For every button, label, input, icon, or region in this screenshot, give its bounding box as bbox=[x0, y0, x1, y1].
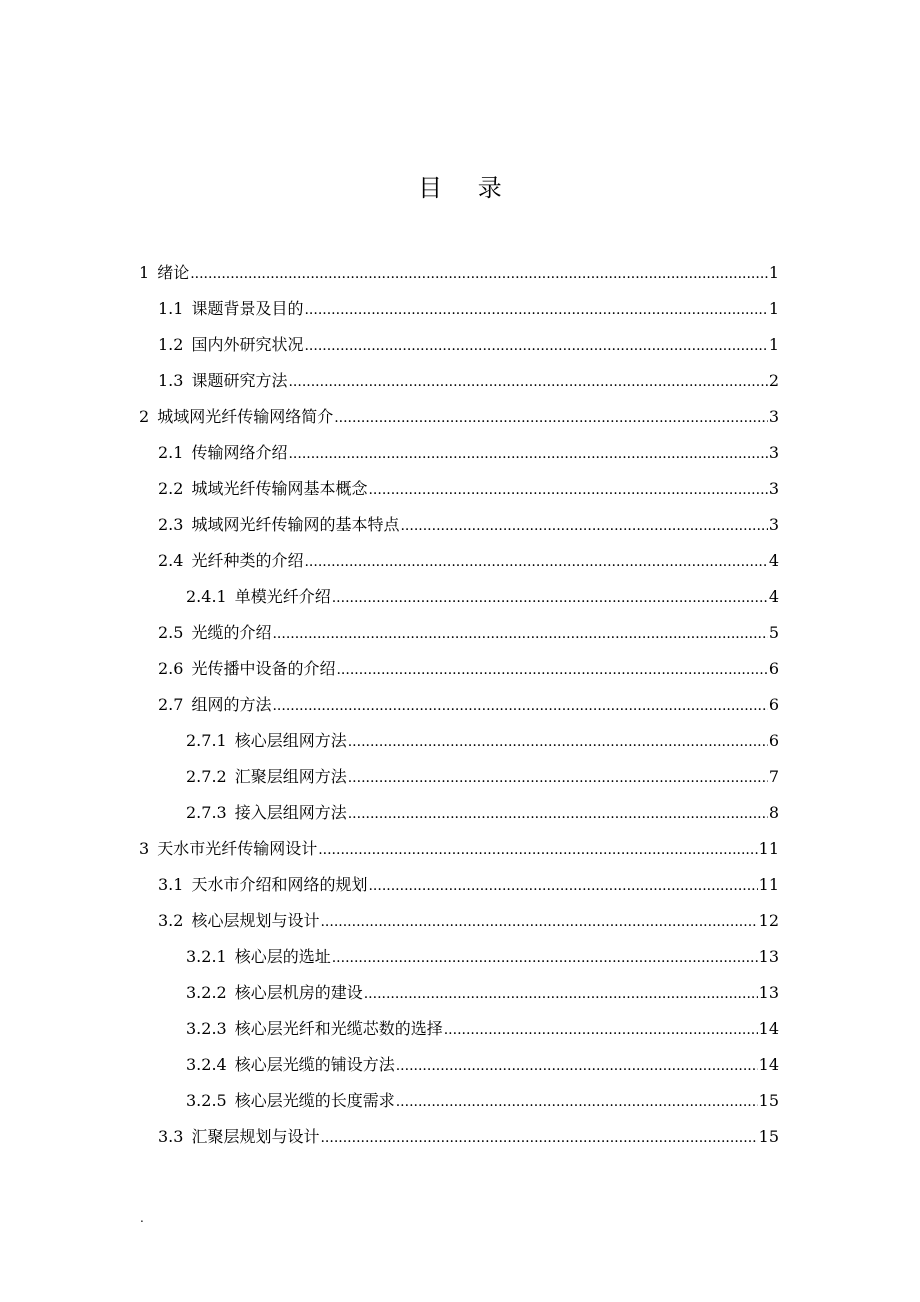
toc-dot-leader bbox=[368, 475, 767, 505]
toc-dot-leader bbox=[304, 295, 767, 325]
toc-title: 目 录 bbox=[418, 174, 516, 202]
toc-dot-leader bbox=[304, 331, 767, 361]
toc-entry-number: 2.2 bbox=[158, 479, 184, 498]
toc-entry[interactable] bbox=[158, 690, 779, 720]
toc-entry[interactable] bbox=[186, 1050, 779, 1080]
toc-entry-text: 城域光纤传输网基本概念 bbox=[191, 479, 368, 498]
toc-dot-leader bbox=[288, 439, 767, 469]
toc-entry-text: 光纤种类的介绍 bbox=[191, 551, 304, 570]
toc-dot-leader bbox=[320, 1123, 757, 1153]
toc-dot-leader bbox=[336, 655, 767, 685]
toc-entry-text: 绪论 bbox=[157, 263, 190, 282]
toc-entry-page: 3 bbox=[768, 407, 779, 426]
toc-entry-page: 13 bbox=[758, 947, 779, 966]
toc-entry-number: 3.2 bbox=[158, 911, 184, 930]
toc-entry-page: 1 bbox=[768, 299, 779, 318]
toc-entry[interactable] bbox=[158, 366, 779, 396]
toc-dot-leader bbox=[364, 979, 758, 1009]
toc-entry-number: 2.7 bbox=[158, 695, 184, 714]
toc-entry[interactable] bbox=[158, 870, 779, 900]
toc-entry-page: 1 bbox=[768, 335, 779, 354]
toc-entry-text: 核心层光纤和光缆芯数的选择 bbox=[234, 1019, 443, 1038]
toc-entry-page: 4 bbox=[768, 587, 779, 606]
toc-entry-text: 天水市光纤传输网设计 bbox=[157, 839, 318, 858]
toc-entry-text: 课题背景及目的 bbox=[191, 299, 304, 318]
toc-entry-number: 3.3 bbox=[158, 1127, 184, 1146]
toc-entry-number: 2.3 bbox=[158, 515, 184, 534]
toc-dot-leader bbox=[400, 511, 767, 541]
toc-entry-page: 11 bbox=[758, 875, 779, 894]
toc-entry[interactable] bbox=[158, 438, 779, 468]
toc-entry[interactable] bbox=[139, 834, 779, 864]
toc-dot-leader bbox=[272, 691, 767, 721]
toc-dot-leader bbox=[348, 799, 768, 829]
toc-entry-number: 1 bbox=[139, 263, 150, 282]
toc-entry-number: 3 bbox=[139, 839, 150, 858]
toc-entry-page: 14 bbox=[758, 1055, 779, 1074]
toc-dot-leader bbox=[348, 727, 768, 757]
toc-dot-leader bbox=[368, 871, 757, 901]
toc-entry-page: 1 bbox=[768, 263, 779, 282]
toc-entry[interactable] bbox=[158, 546, 779, 576]
toc-entry-page: 3 bbox=[768, 515, 779, 534]
toc-entry-text: 课题研究方法 bbox=[191, 371, 288, 390]
toc-dot-leader bbox=[444, 1015, 758, 1045]
toc-entry-page: 5 bbox=[768, 623, 779, 642]
toc-entry-number: 3.2.3 bbox=[186, 1019, 227, 1038]
toc-entry-text: 城域网光纤传输网的基本特点 bbox=[191, 515, 400, 534]
toc-entry-text: 传输网络介绍 bbox=[191, 443, 288, 462]
toc-entry-number: 2.4 bbox=[158, 551, 184, 570]
toc-entry-text: 核心层机房的建设 bbox=[234, 983, 363, 1002]
toc-dot-leader bbox=[320, 907, 757, 937]
toc-entry-number: 1.3 bbox=[158, 371, 184, 390]
toc-entry-text: 组网的方法 bbox=[191, 695, 272, 714]
toc-entry-page: 2 bbox=[768, 371, 779, 390]
toc-entry[interactable] bbox=[158, 654, 779, 684]
toc-entry[interactable] bbox=[186, 726, 779, 756]
toc-entry-number: 2.7.2 bbox=[186, 767, 227, 786]
toc-entry-number: 2.7.1 bbox=[186, 731, 227, 750]
toc-entry-number: 1.1 bbox=[158, 299, 184, 318]
toc-entry-page: 12 bbox=[758, 911, 779, 930]
toc-entry-number: 3.2.2 bbox=[186, 983, 227, 1002]
toc-entry-text: 核心层的选址 bbox=[234, 947, 331, 966]
toc-entry-page: 13 bbox=[758, 983, 779, 1002]
toc-entry[interactable] bbox=[186, 762, 779, 792]
toc-entry[interactable] bbox=[186, 978, 779, 1008]
toc-dot-leader bbox=[304, 547, 767, 577]
toc-entry-text: 核心层光缆的铺设方法 bbox=[234, 1055, 395, 1074]
toc-entry[interactable] bbox=[186, 582, 779, 612]
toc-entry[interactable] bbox=[158, 474, 779, 504]
toc-entry-number: 3.2.1 bbox=[186, 947, 227, 966]
toc-entry-number: 2.4.1 bbox=[186, 587, 227, 606]
toc-entry-number: 2.7.3 bbox=[186, 803, 227, 822]
toc-entry[interactable] bbox=[186, 798, 779, 828]
toc-dot-leader bbox=[190, 259, 768, 289]
toc-entry-number: 2.6 bbox=[158, 659, 184, 678]
toc-entry-text: 核心层组网方法 bbox=[234, 731, 347, 750]
toc-entry-number: 2 bbox=[139, 407, 150, 426]
toc-entry-number: 2.5 bbox=[158, 623, 184, 642]
toc-dot-leader bbox=[348, 763, 768, 793]
toc-dot-leader bbox=[332, 583, 768, 613]
toc-entry-page: 6 bbox=[768, 659, 779, 678]
toc-dot-leader bbox=[334, 403, 768, 433]
toc-dot-leader bbox=[332, 943, 758, 973]
toc-entry-text: 国内外研究状况 bbox=[191, 335, 304, 354]
toc-entry-text: 天水市介绍和网络的规划 bbox=[191, 875, 368, 894]
toc-entry-page: 7 bbox=[768, 767, 779, 786]
toc-entry-text: 接入层组网方法 bbox=[234, 803, 347, 822]
toc-entry[interactable] bbox=[158, 618, 779, 648]
footer-mark: . bbox=[140, 1211, 144, 1225]
toc-entry-text: 光缆的介绍 bbox=[191, 623, 272, 642]
toc-entry-number: 3.2.4 bbox=[186, 1055, 227, 1074]
toc-entry[interactable] bbox=[158, 510, 779, 540]
toc-entry[interactable] bbox=[139, 258, 779, 288]
toc-dot-leader bbox=[318, 835, 757, 865]
toc-entry-text: 单模光纤介绍 bbox=[234, 587, 331, 606]
toc-entry-text: 核心层光缆的长度需求 bbox=[234, 1091, 395, 1110]
toc-entry-page: 6 bbox=[768, 731, 779, 750]
toc-dot-leader bbox=[288, 367, 767, 397]
toc-entry-text: 城域网光纤传输网络简介 bbox=[157, 407, 334, 426]
toc-entry[interactable] bbox=[186, 1086, 779, 1116]
toc-entry-page: 11 bbox=[758, 839, 779, 858]
toc-entry[interactable] bbox=[158, 906, 779, 936]
toc-entry-number: 2.1 bbox=[158, 443, 184, 462]
toc-dot-leader bbox=[272, 619, 767, 649]
toc-entry-page: 15 bbox=[758, 1091, 779, 1110]
toc-entry[interactable] bbox=[158, 294, 779, 324]
toc-entry-page: 8 bbox=[768, 803, 779, 822]
toc-entry-number: 3.1 bbox=[158, 875, 184, 894]
toc-dot-leader bbox=[396, 1051, 758, 1081]
toc-entry-page: 14 bbox=[758, 1019, 779, 1038]
toc-entry[interactable] bbox=[158, 1122, 779, 1152]
toc-dot-leader bbox=[396, 1087, 758, 1117]
toc-entry-page: 6 bbox=[768, 695, 779, 714]
toc-entry-text: 光传播中设备的介绍 bbox=[191, 659, 336, 678]
toc-entry-page: 15 bbox=[758, 1127, 779, 1146]
toc-entry[interactable] bbox=[186, 942, 779, 972]
toc-entry[interactable] bbox=[139, 402, 779, 432]
toc-entry-page: 3 bbox=[768, 443, 779, 462]
toc-entry-number: 1.2 bbox=[158, 335, 184, 354]
toc-entry-text: 汇聚层组网方法 bbox=[234, 767, 347, 786]
toc-entry[interactable] bbox=[186, 1014, 779, 1044]
toc-entry-page: 4 bbox=[768, 551, 779, 570]
toc-entry-page: 3 bbox=[768, 479, 779, 498]
toc-entry[interactable] bbox=[158, 330, 779, 360]
toc-entry-text: 核心层规划与设计 bbox=[191, 911, 320, 930]
toc-entry-text: 汇聚层规划与设计 bbox=[191, 1127, 320, 1146]
toc-entry-number: 3.2.5 bbox=[186, 1091, 227, 1110]
